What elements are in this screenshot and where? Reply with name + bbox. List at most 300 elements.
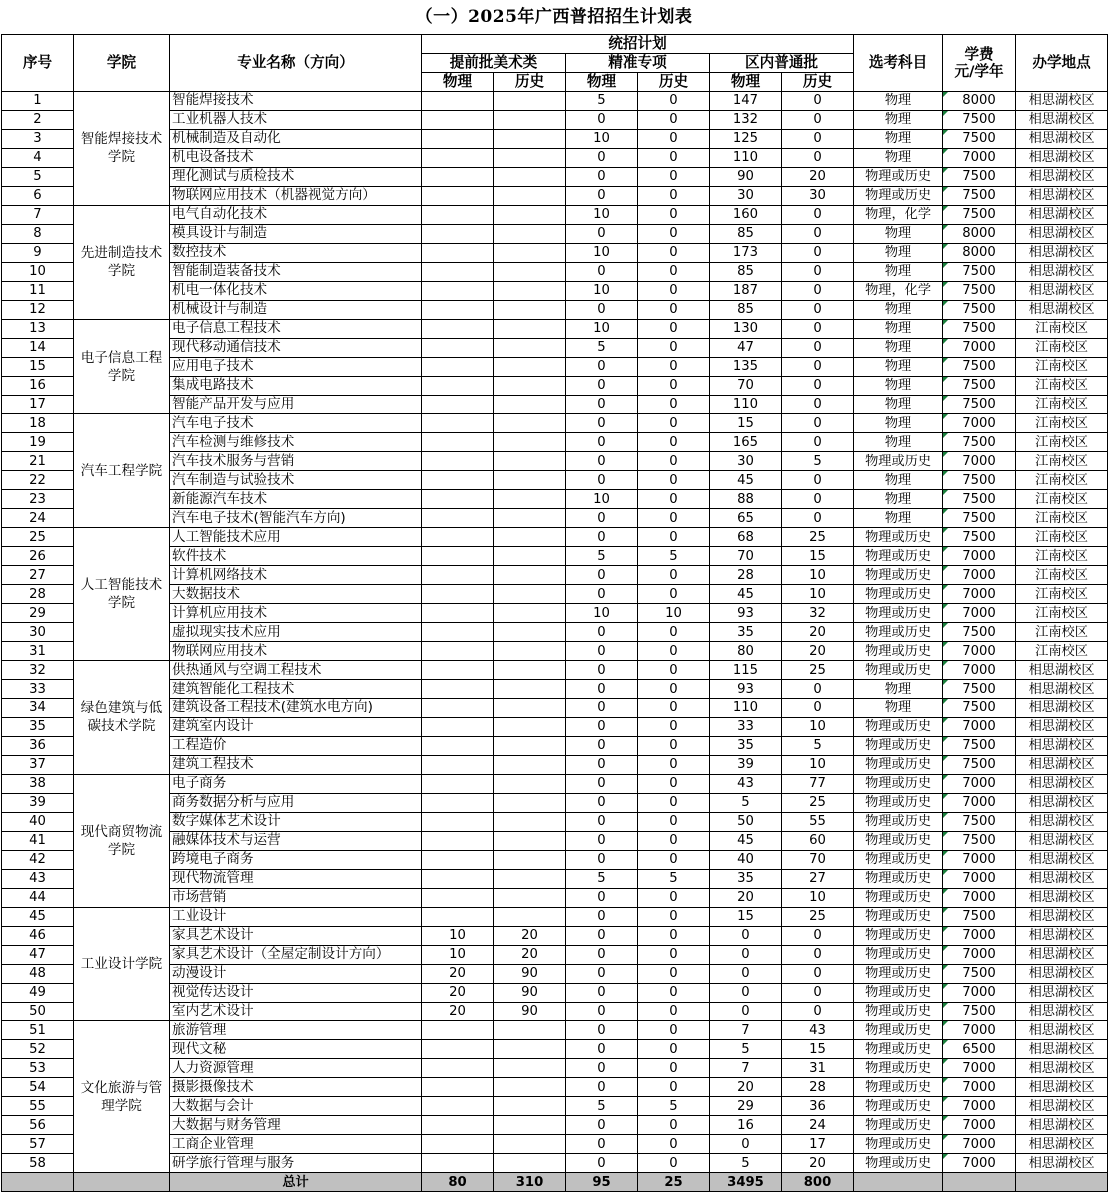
seq-cell: 16	[2, 376, 74, 395]
general-history-cell: 0	[782, 395, 854, 414]
header-precise-physics: 物理	[566, 73, 638, 92]
precise-physics-cell: 0	[566, 680, 638, 699]
campus-cell: 相思湖校区	[1016, 1021, 1108, 1040]
fee-cell: 7000	[943, 774, 1016, 793]
fee-cell: 7000	[943, 642, 1016, 661]
art-physics-cell	[422, 243, 494, 262]
campus-cell: 相思湖校区	[1016, 281, 1108, 300]
general-history-cell: 0	[782, 490, 854, 509]
general-physics-cell: 5	[710, 1040, 782, 1059]
seq-cell: 21	[2, 452, 74, 471]
major-cell: 大数据与财务管理	[170, 1116, 422, 1135]
general-history-cell: 10	[782, 566, 854, 585]
general-physics-cell: 30	[710, 186, 782, 205]
art-history-cell	[494, 888, 566, 907]
major-cell: 人力资源管理	[170, 1059, 422, 1078]
fee-cell: 8000	[943, 243, 1016, 262]
campus-cell: 相思湖校区	[1016, 167, 1108, 186]
total-art-physics-cell: 80	[422, 1173, 494, 1192]
fee-cell: 8000	[943, 92, 1016, 111]
campus-cell: 相思湖校区	[1016, 907, 1108, 926]
art-history-cell	[494, 736, 566, 755]
campus-cell: 相思湖校区	[1016, 812, 1108, 831]
fee-cell: 7500	[943, 471, 1016, 490]
major-cell: 建筑工程技术	[170, 755, 422, 774]
precise-history-cell: 0	[638, 717, 710, 736]
fee-cell: 8000	[943, 224, 1016, 243]
seq-cell: 36	[2, 736, 74, 755]
art-physics-cell	[422, 585, 494, 604]
precise-physics-cell: 10	[566, 281, 638, 300]
campus-cell: 江南校区	[1016, 471, 1108, 490]
art-physics-cell: 20	[422, 983, 494, 1002]
art-physics-cell: 10	[422, 945, 494, 964]
campus-cell: 相思湖校区	[1016, 717, 1108, 736]
campus-cell: 江南校区	[1016, 357, 1108, 376]
precise-history-cell: 0	[638, 110, 710, 129]
precise-history-cell: 0	[638, 414, 710, 433]
fee-cell: 7000	[943, 414, 1016, 433]
header-fee-label: 学费 元/学年	[954, 46, 1004, 80]
general-history-cell: 0	[782, 376, 854, 395]
subjects-cell: 物理	[854, 433, 943, 452]
major-cell: 融媒体技术与运营	[170, 831, 422, 850]
art-history-cell	[494, 433, 566, 452]
major-cell: 智能焊接技术	[170, 92, 422, 111]
general-history-cell: 20	[782, 1154, 854, 1173]
major-cell: 现代物流管理	[170, 869, 422, 888]
fee-cell: 7000	[943, 148, 1016, 167]
precise-history-cell: 0	[638, 888, 710, 907]
fee-cell: 7000	[943, 945, 1016, 964]
campus-cell: 相思湖校区	[1016, 869, 1108, 888]
subjects-cell: 物理或历史	[854, 623, 943, 642]
seq-cell: 47	[2, 945, 74, 964]
campus-cell: 江南校区	[1016, 566, 1108, 585]
major-cell: 计算机应用技术	[170, 604, 422, 623]
table-row	[2, 1021, 1108, 1040]
table-row	[2, 661, 1108, 680]
art-physics-cell	[422, 623, 494, 642]
precise-physics-cell: 0	[566, 148, 638, 167]
seq-cell: 10	[2, 262, 74, 281]
art-history-cell	[494, 490, 566, 509]
fee-cell: 7500	[943, 281, 1016, 300]
precise-physics-cell: 0	[566, 395, 638, 414]
precise-history-cell: 0	[638, 129, 710, 148]
subjects-cell: 物理	[854, 129, 943, 148]
campus-cell: 江南校区	[1016, 585, 1108, 604]
art-history-cell	[494, 1097, 566, 1116]
college-cell: 现代商贸物流学院	[74, 774, 170, 907]
fee-cell: 7000	[943, 869, 1016, 888]
precise-physics-cell: 0	[566, 262, 638, 281]
fee-cell: 7500	[943, 907, 1016, 926]
major-cell: 汽车检测与维修技术	[170, 433, 422, 452]
header-plan: 统招计划	[422, 35, 854, 54]
precise-physics-cell: 10	[566, 490, 638, 509]
seq-cell: 2	[2, 110, 74, 129]
art-history-cell	[494, 205, 566, 224]
general-history-cell: 15	[782, 1040, 854, 1059]
campus-cell: 相思湖校区	[1016, 1040, 1108, 1059]
campus-cell: 相思湖校区	[1016, 110, 1108, 129]
subjects-cell: 物理或历史	[854, 528, 943, 547]
art-history-cell: 20	[494, 926, 566, 945]
general-physics-cell: 39	[710, 755, 782, 774]
general-history-cell: 55	[782, 812, 854, 831]
general-physics-cell: 20	[710, 1078, 782, 1097]
precise-history-cell: 0	[638, 1078, 710, 1097]
precise-history-cell: 0	[638, 528, 710, 547]
general-history-cell: 5	[782, 736, 854, 755]
header-campus: 办学地点	[1016, 35, 1108, 92]
major-cell: 商务数据分析与应用	[170, 793, 422, 812]
art-physics-cell	[422, 907, 494, 926]
art-physics-cell	[422, 547, 494, 566]
table-title: （一）2025年广西普招招生计划表	[415, 7, 693, 27]
general-history-cell: 31	[782, 1059, 854, 1078]
subjects-cell: 物理或历史	[854, 1154, 943, 1173]
precise-physics-cell: 0	[566, 774, 638, 793]
subjects-cell: 物理	[854, 243, 943, 262]
general-history-cell: 70	[782, 850, 854, 869]
art-history-cell	[494, 281, 566, 300]
seq-cell: 50	[2, 1002, 74, 1021]
major-cell: 软件技术	[170, 547, 422, 566]
campus-cell: 相思湖校区	[1016, 926, 1108, 945]
art-history-cell	[494, 129, 566, 148]
art-history-cell	[494, 376, 566, 395]
general-physics-cell: 43	[710, 774, 782, 793]
fee-cell: 7500	[943, 129, 1016, 148]
precise-history-cell: 0	[638, 300, 710, 319]
general-physics-cell: 135	[710, 357, 782, 376]
general-physics-cell: 0	[710, 926, 782, 945]
seq-cell: 41	[2, 831, 74, 850]
general-history-cell: 20	[782, 167, 854, 186]
major-cell: 建筑智能化工程技术	[170, 680, 422, 699]
art-physics-cell	[422, 433, 494, 452]
art-physics-cell	[422, 452, 494, 471]
art-physics-cell	[422, 680, 494, 699]
major-cell: 汽车制造与试验技术	[170, 471, 422, 490]
art-physics-cell	[422, 831, 494, 850]
precise-physics-cell: 5	[566, 1097, 638, 1116]
precise-history-cell: 0	[638, 357, 710, 376]
subjects-cell: 物理或历史	[854, 604, 943, 623]
campus-cell: 相思湖校区	[1016, 300, 1108, 319]
total-college-cell	[74, 1173, 170, 1192]
major-cell: 研学旅行管理与服务	[170, 1154, 422, 1173]
subjects-cell: 物理	[854, 699, 943, 718]
subjects-cell: 物理或历史	[854, 1116, 943, 1135]
general-history-cell: 0	[782, 205, 854, 224]
college-cell: 智能焊接技术学院	[74, 92, 170, 206]
total-precise-physics-cell: 95	[566, 1173, 638, 1192]
major-cell: 大数据与会计	[170, 1097, 422, 1116]
precise-history-cell: 0	[638, 642, 710, 661]
precise-physics-cell: 10	[566, 205, 638, 224]
campus-cell: 相思湖校区	[1016, 850, 1108, 869]
general-physics-cell: 110	[710, 699, 782, 718]
major-cell: 家具艺术设计（全屋定制设计方向）	[170, 945, 422, 964]
precise-physics-cell: 0	[566, 509, 638, 528]
major-cell: 现代移动通信技术	[170, 338, 422, 357]
precise-history-cell: 0	[638, 1021, 710, 1040]
seq-cell: 30	[2, 623, 74, 642]
general-physics-cell: 147	[710, 92, 782, 111]
general-physics-cell: 0	[710, 964, 782, 983]
precise-physics-cell: 0	[566, 433, 638, 452]
campus-cell: 相思湖校区	[1016, 1059, 1108, 1078]
header-art-history: 历史	[494, 73, 566, 92]
table-row	[2, 907, 1108, 926]
general-history-cell: 10	[782, 585, 854, 604]
precise-physics-cell: 0	[566, 357, 638, 376]
major-cell: 汽车技术服务与营销	[170, 452, 422, 471]
precise-physics-cell: 0	[566, 186, 638, 205]
college-cell: 人工智能技术学院	[74, 528, 170, 661]
seq-cell: 17	[2, 395, 74, 414]
major-cell: 电子信息工程技术	[170, 319, 422, 338]
seq-cell: 3	[2, 129, 74, 148]
art-physics-cell: 20	[422, 1002, 494, 1021]
precise-history-cell: 0	[638, 490, 710, 509]
campus-cell: 江南校区	[1016, 509, 1108, 528]
total-row	[2, 1173, 1108, 1192]
precise-physics-cell: 0	[566, 452, 638, 471]
general-physics-cell: 93	[710, 680, 782, 699]
precise-history-cell: 0	[638, 262, 710, 281]
general-physics-cell: 70	[710, 376, 782, 395]
precise-history-cell: 0	[638, 1116, 710, 1135]
seq-cell: 42	[2, 850, 74, 869]
seq-cell: 8	[2, 224, 74, 243]
precise-history-cell: 0	[638, 433, 710, 452]
art-physics-cell	[422, 812, 494, 831]
general-physics-cell: 45	[710, 471, 782, 490]
art-physics-cell	[422, 793, 494, 812]
art-physics-cell	[422, 774, 494, 793]
fee-cell: 7500	[943, 300, 1016, 319]
precise-history-cell: 0	[638, 471, 710, 490]
subjects-cell: 物理或历史	[854, 945, 943, 964]
subjects-cell: 物理或历史	[854, 566, 943, 585]
art-physics-cell	[422, 1078, 494, 1097]
seq-cell: 23	[2, 490, 74, 509]
major-cell: 供热通风与空调工程技术	[170, 661, 422, 680]
art-physics-cell	[422, 888, 494, 907]
general-physics-cell: 0	[710, 1135, 782, 1154]
precise-history-cell: 0	[638, 1154, 710, 1173]
total-art-history-cell: 310	[494, 1173, 566, 1192]
seq-cell: 43	[2, 869, 74, 888]
fee-cell: 7000	[943, 1116, 1016, 1135]
header-general-physics: 物理	[710, 73, 782, 92]
art-physics-cell	[422, 319, 494, 338]
precise-physics-cell: 0	[566, 926, 638, 945]
major-cell: 物联网应用技术（机器视觉方向）	[170, 186, 422, 205]
campus-cell: 江南校区	[1016, 604, 1108, 623]
seq-cell: 26	[2, 547, 74, 566]
seq-cell: 49	[2, 983, 74, 1002]
precise-physics-cell: 0	[566, 528, 638, 547]
fee-cell: 7000	[943, 717, 1016, 736]
header-college: 学院	[74, 35, 170, 92]
campus-cell: 相思湖校区	[1016, 129, 1108, 148]
major-cell: 数控技术	[170, 243, 422, 262]
precise-history-cell: 0	[638, 623, 710, 642]
precise-history-cell: 0	[638, 831, 710, 850]
precise-physics-cell: 0	[566, 1021, 638, 1040]
precise-history-cell: 0	[638, 186, 710, 205]
art-physics-cell	[422, 717, 494, 736]
seq-cell: 11	[2, 281, 74, 300]
art-history-cell	[494, 357, 566, 376]
subjects-cell: 物理，化学	[854, 281, 943, 300]
precise-physics-cell: 0	[566, 623, 638, 642]
precise-physics-cell: 10	[566, 243, 638, 262]
general-history-cell: 10	[782, 888, 854, 907]
campus-cell: 江南校区	[1016, 623, 1108, 642]
fee-cell: 7500	[943, 433, 1016, 452]
major-cell: 大数据技术	[170, 585, 422, 604]
general-physics-cell: 65	[710, 509, 782, 528]
art-physics-cell	[422, 262, 494, 281]
art-history-cell	[494, 623, 566, 642]
campus-cell: 相思湖校区	[1016, 888, 1108, 907]
general-history-cell: 0	[782, 262, 854, 281]
precise-physics-cell: 0	[566, 717, 638, 736]
art-physics-cell	[422, 699, 494, 718]
subjects-cell: 物理或历史	[854, 642, 943, 661]
general-physics-cell: 0	[710, 1002, 782, 1021]
fee-cell: 7000	[943, 661, 1016, 680]
general-history-cell: 10	[782, 755, 854, 774]
fee-cell: 7000	[943, 850, 1016, 869]
campus-cell: 江南校区	[1016, 414, 1108, 433]
general-history-cell: 0	[782, 148, 854, 167]
seq-cell: 51	[2, 1021, 74, 1040]
art-history-cell	[494, 1078, 566, 1097]
campus-cell: 相思湖校区	[1016, 186, 1108, 205]
art-history-cell	[494, 774, 566, 793]
campus-cell: 江南校区	[1016, 338, 1108, 357]
subjects-cell: 物理或历史	[854, 983, 943, 1002]
general-physics-cell: 45	[710, 585, 782, 604]
general-physics-cell: 165	[710, 433, 782, 452]
precise-history-cell: 0	[638, 243, 710, 262]
subjects-cell: 物理或历史	[854, 1002, 943, 1021]
general-history-cell: 0	[782, 433, 854, 452]
major-cell: 机械制造及自动化	[170, 129, 422, 148]
subjects-cell: 物理或历史	[854, 964, 943, 983]
subjects-cell: 物理或历史	[854, 1021, 943, 1040]
fee-cell: 7500	[943, 680, 1016, 699]
precise-physics-cell: 0	[566, 167, 638, 186]
subjects-cell: 物理	[854, 490, 943, 509]
general-physics-cell: 15	[710, 907, 782, 926]
art-history-cell: 90	[494, 1002, 566, 1021]
art-history-cell	[494, 907, 566, 926]
major-cell: 工商企业管理	[170, 1135, 422, 1154]
major-cell: 机械设计与制造	[170, 300, 422, 319]
fee-cell: 7500	[943, 528, 1016, 547]
precise-history-cell: 0	[638, 167, 710, 186]
seq-cell: 32	[2, 661, 74, 680]
general-history-cell: 15	[782, 547, 854, 566]
seq-cell: 34	[2, 699, 74, 718]
major-cell: 集成电路技术	[170, 376, 422, 395]
major-cell: 智能制造装备技术	[170, 262, 422, 281]
precise-history-cell: 5	[638, 547, 710, 566]
campus-cell: 相思湖校区	[1016, 1097, 1108, 1116]
seq-cell: 55	[2, 1097, 74, 1116]
fee-cell: 7500	[943, 262, 1016, 281]
seq-cell: 24	[2, 509, 74, 528]
art-physics-cell	[422, 110, 494, 129]
general-history-cell: 25	[782, 907, 854, 926]
fee-cell: 7000	[943, 452, 1016, 471]
precise-history-cell: 0	[638, 281, 710, 300]
precise-physics-cell: 0	[566, 850, 638, 869]
general-history-cell: 0	[782, 319, 854, 338]
art-physics-cell	[422, 395, 494, 414]
general-physics-cell: 35	[710, 869, 782, 888]
fee-cell: 7500	[943, 831, 1016, 850]
seq-cell: 6	[2, 186, 74, 205]
major-cell: 室内艺术设计	[170, 1002, 422, 1021]
general-history-cell: 0	[782, 509, 854, 528]
art-history-cell	[494, 717, 566, 736]
subjects-cell: 物理	[854, 338, 943, 357]
fee-cell: 7500	[943, 319, 1016, 338]
precise-physics-cell: 5	[566, 338, 638, 357]
precise-physics-cell: 0	[566, 831, 638, 850]
art-history-cell	[494, 585, 566, 604]
general-history-cell: 0	[782, 680, 854, 699]
art-history-cell	[494, 452, 566, 471]
campus-cell: 相思湖校区	[1016, 224, 1108, 243]
major-cell: 动漫设计	[170, 964, 422, 983]
seq-cell: 56	[2, 1116, 74, 1135]
college-cell: 绿色建筑与低碳技术学院	[74, 661, 170, 775]
major-cell: 机电设备技术	[170, 148, 422, 167]
major-cell: 工业机器人技术	[170, 110, 422, 129]
seq-cell: 37	[2, 755, 74, 774]
precise-physics-cell: 0	[566, 983, 638, 1002]
major-cell: 数字媒体艺术设计	[170, 812, 422, 831]
general-history-cell: 0	[782, 243, 854, 262]
subjects-cell: 物理	[854, 680, 943, 699]
precise-history-cell: 0	[638, 338, 710, 357]
precise-history-cell: 0	[638, 205, 710, 224]
fee-cell: 7500	[943, 699, 1016, 718]
general-history-cell: 0	[782, 471, 854, 490]
major-cell: 摄影摄像技术	[170, 1078, 422, 1097]
header-subjects: 选考科目	[854, 35, 943, 92]
major-cell: 市场营销	[170, 888, 422, 907]
general-history-cell: 20	[782, 623, 854, 642]
major-cell: 模具设计与制造	[170, 224, 422, 243]
precise-physics-cell: 5	[566, 92, 638, 111]
precise-physics-cell: 0	[566, 1040, 638, 1059]
art-history-cell	[494, 812, 566, 831]
subjects-cell: 物理或历史	[854, 452, 943, 471]
general-physics-cell: 110	[710, 148, 782, 167]
fee-cell: 7500	[943, 509, 1016, 528]
